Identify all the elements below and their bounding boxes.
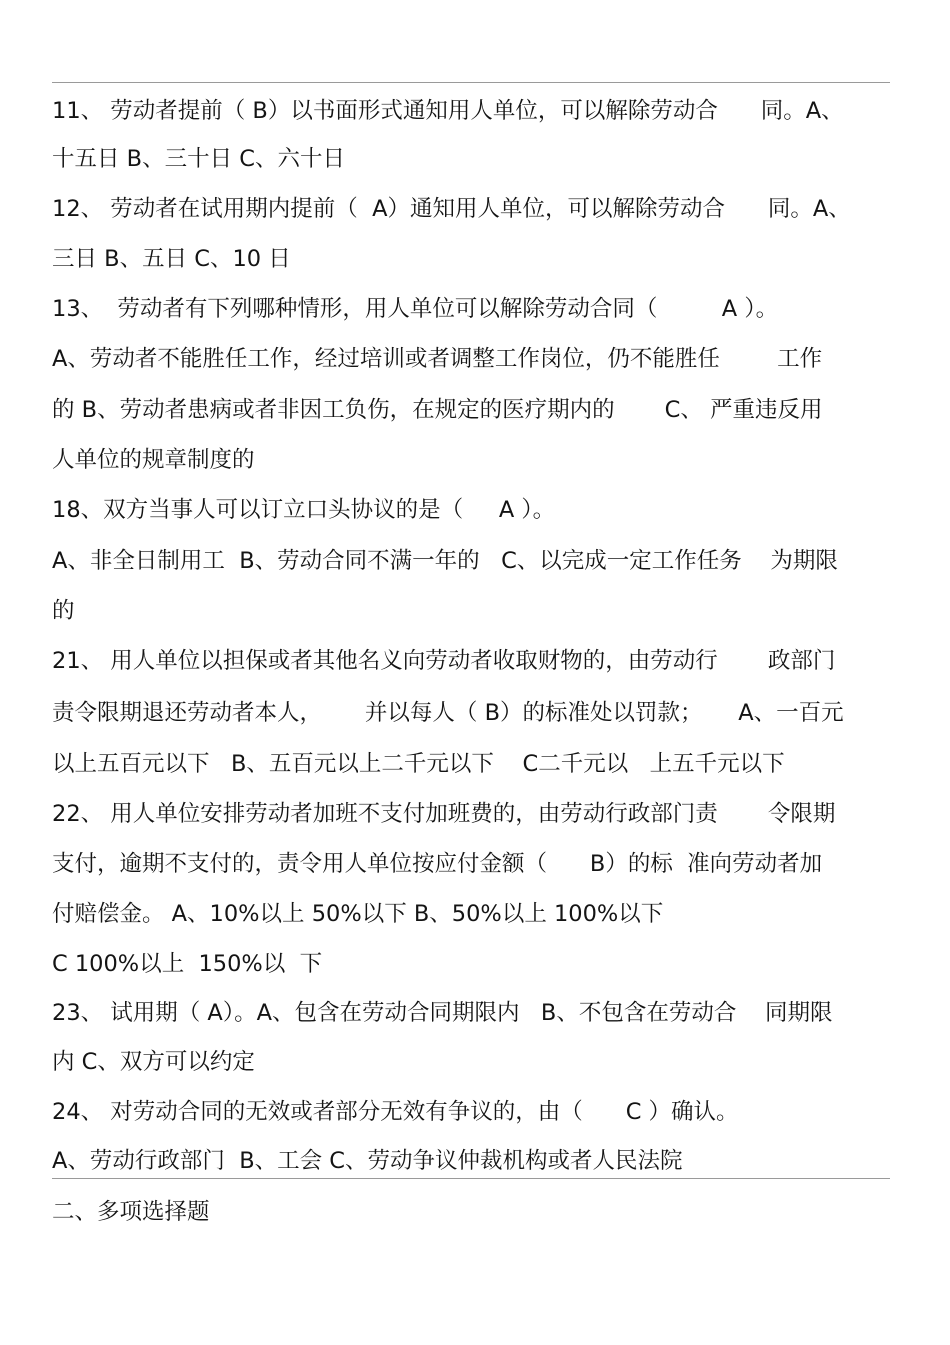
q21-line-1: 21、 用人单位以担保或者其他名义向劳动者收取财物的，由劳动行 政部门: [52, 648, 836, 674]
q13-line-4: 人单位的规章制度的: [52, 447, 255, 473]
q13-line-3: 的 B、劳动者患病或者非因工负伤，在规定的医疗期内的 C、 严重违反用: [52, 397, 823, 423]
q21-line-3: 以上五百元以下 B、五百元以上二千元以下 C二千元以 上五千元以下: [52, 751, 785, 777]
q11-line-1: 11、 劳动者提前（ B）以书面形式通知用人单位，可以解除劳动合 同。A、: [52, 98, 844, 124]
q13-line-1: 13、 劳动者有下列哪种情形，用人单位可以解除劳动合同（ A ）。: [52, 296, 779, 322]
q13-line-2: A、劳动者不能胜任工作，经过培训或者调整工作岗位，仍不能胜任 工作: [52, 346, 823, 372]
q24-line-2: A、劳动行政部门 B、工会 C、劳动争议仲裁机构或者人民法院: [52, 1148, 683, 1174]
q22-line-3: 付赔偿金。 A、10%以上 50%以下 B、50%以上 100%以下: [52, 901, 664, 927]
q21-line-2: 责令限期退还劳动者本人， 并以每人（ B）的标准处以罚款； A、一百元: [52, 700, 844, 726]
bottom-divider: [52, 1178, 890, 1179]
section-heading: 二、多项选择题: [52, 1199, 210, 1225]
q18-line-1: 18、双方当事人可以订立口头协议的是（ A ）。: [52, 497, 556, 523]
q12-line-1: 12、 劳动者在试用期内提前（ A）通知用人单位，可以解除劳动合 同。A、: [52, 196, 851, 222]
q22-line-2: 支付，逾期不支付的，责令用人单位按应付金额（ B）的标 准向劳动者加: [52, 851, 823, 877]
q22-line-4: C 100%以上 150%以 下: [52, 951, 323, 977]
q12-line-2: 三日 B、五日 C、10 日: [52, 246, 291, 272]
q18-line-3: 的: [52, 598, 75, 624]
top-divider: [52, 82, 890, 83]
q24-line-1: 24、 对劳动合同的无效或者部分无效有争议的，由（ C ）确认。: [52, 1099, 739, 1125]
q11-line-2: 十五日 B、三十日 C、六十日: [52, 146, 345, 172]
q22-line-1: 22、 用人单位安排劳动者加班不支付加班费的，由劳动行政部门责 令限期: [52, 801, 836, 827]
q23-line-1: 23、 试用期（ A）。A、包含在劳动合同期限内 B、不包含在劳动合 同期限: [52, 1000, 833, 1026]
q18-line-2: A、非全日制用工 B、劳动合同不满一年的 C、以完成一定工作任务 为期限: [52, 548, 838, 574]
q23-line-2: 内 C、双方可以约定: [52, 1049, 255, 1075]
